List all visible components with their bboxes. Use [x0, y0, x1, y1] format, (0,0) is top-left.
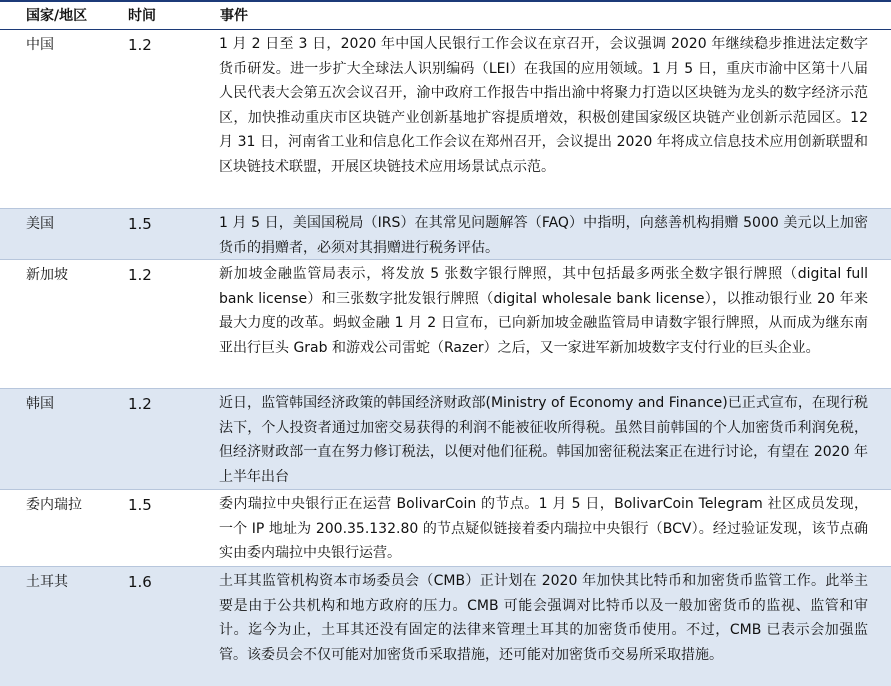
- row-country: 美国: [26, 216, 54, 232]
- table-header: [0, 0, 891, 30]
- row-time: 1.6: [128, 573, 152, 591]
- header-country: 国家/地区: [26, 8, 88, 24]
- row-country: 新加坡: [26, 267, 68, 283]
- row-country: 韩国: [26, 396, 54, 412]
- row-time: 1.2: [128, 395, 152, 413]
- row-event: 土耳其监管机构资本市场委员会（CMB）正计划在 2020 年加快其比特币和加密货币监管工作。此举主要是由于公共机构和地方政府的压力。CMB 可能会强调对比特币以及一般加密货币的监视、监管和审计。迄今为止，土耳其还没有固定的法律来管理土耳其的加密货币使用。不过，CMB 已表示会加强监管。该委员会不仅可能对加密货币采取措施，还可能对加密货币交易所采取措施。: [219, 573, 868, 663]
- table-row: [0, 260, 891, 388]
- table-row: [0, 389, 891, 489]
- header-time: 时间: [128, 8, 156, 24]
- row-event: 1 月 5 日，美国国税局（IRS）在其常见问题解答（FAQ）中指明，向慈善机构捐赠 5000 美元以上加密货币的捐赠者，必须对其捐赠进行税务评估。: [219, 215, 868, 256]
- table-row: [0, 490, 891, 566]
- row-time: 1.2: [128, 36, 152, 54]
- table-row: [0, 209, 891, 259]
- row-event: 新加坡金融监管局表示，将发放 5 张数字银行牌照，其中包括最多两张全数字银行牌照（digital full bank license）和三张数字批发银行牌照（digital wholesale bank license），以推动银行业 20 年来最大力度的改革。蚂蚁金融 1 月 2 日宣布，已向新加坡金融监管局申请数字银行牌照，从而成为继东南亚出行巨头 Grab 和游戏公司雷蛇（Razer）之后，又一家进军新加坡数字支付行业的巨头企业。: [219, 266, 868, 356]
- table-row: [0, 30, 891, 208]
- row-time: 1.5: [128, 496, 152, 514]
- row-country: 土耳其: [26, 574, 68, 590]
- row-event: 委内瑞拉中央银行正在运营 BolivarCoin 的节点。1 月 5 日，BolivarCoin Telegram 社区成员发现，一个 IP 地址为 200.35.132.80 的节点疑似链接着委内瑞拉中央银行（BCV）。经过验证发现，该节点确实由委内瑞拉中央银行运营。: [219, 496, 868, 561]
- table-row: [0, 567, 891, 686]
- row-time: 1.2: [128, 266, 152, 284]
- row-event: 1 月 2 日至 3 日，2020 年中国人民银行工作会议在京召开，会议强调 2020 年继续稳步推进法定数字货币研发。进一步扩大全球法人识别编码（LEI）在我国的应用领域。1 月 5 日，重庆市渝中区第十八届人民代表大会第五次会议召开，渝中政府工作报告中指出渝中将聚力打造以区块链为龙头的数字经济示范区，加快推动重庆市区块链产业创新基地扩容提质增效，积极创建国家级区块链产业创新示范园区。12 月 31 日，河南省工业和信息化工作会议在郑州召开，会议提出 2020 年将成立信息技术应用创新联盟和区块链技术联盟，开展区块链技术应用场景试点示范。: [219, 36, 868, 175]
- row-event: 近日，监管韩国经济政策的韩国经济财政部(Ministry of Economy and Finance)已正式宣布，在现行税法下，个人投资者通过加密交易获得的利润不能被征收所得税。虽然目前韩国的个人加密货币利润免税，但经济财政部一直在努力修订税法，以便对他们征税。韩国加密征税法案正在进行讨论，有望在 2020 年上半年出台: [219, 395, 868, 485]
- header-event: 事件: [220, 8, 248, 24]
- row-country: 委内瑞拉: [26, 497, 82, 513]
- row-time: 1.5: [128, 215, 152, 233]
- row-country: 中国: [26, 37, 54, 53]
